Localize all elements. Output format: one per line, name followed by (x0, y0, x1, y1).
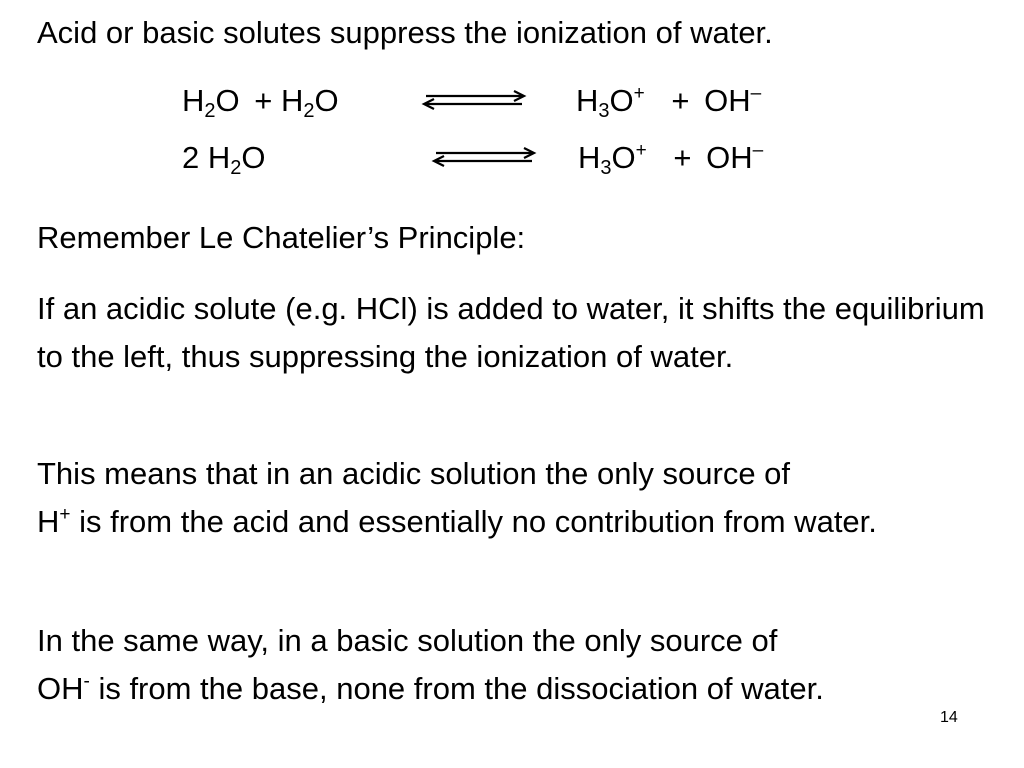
equation-2-reactants (182, 139, 266, 177)
proton-symbol: H+ (37, 504, 71, 539)
reactant-water-1: $H_2O$ (182, 83, 240, 122)
product-hydroxide: OH– (706, 140, 764, 175)
product-hydroxide: OH– (704, 83, 762, 118)
basic-solution-paragraph: In the same way, in a basic solution the only source of OH- is from the base, none from the dissociation of water. (37, 623, 824, 706)
reactant-water-2: $H_2O$ (281, 83, 339, 122)
slide-title: Acid or basic solutes suppress the ionization of water. (37, 15, 773, 50)
le-chatelier-heading: Remember Le Chatelier’s Principle: (37, 220, 526, 255)
equation-2-products (578, 139, 763, 177)
equilibrium-arrow-1 (418, 88, 530, 112)
acidic-solute-paragraph: If an acidic solute (e.g. HCl) is added to water, it shifts the equilibrium to the left, thus suppressing the ionization of water. (37, 291, 985, 374)
reactant-two-water: 2 $H_2O$ (182, 140, 266, 179)
slide-number: 14 (940, 709, 958, 726)
plus-sign: + (254, 83, 273, 118)
acidic-solution-paragraph: This means that in an acidic solution the only source of H+ is from the acid and essentially no contribution from water. (37, 456, 877, 539)
plus-sign: + (673, 140, 692, 175)
product-hydronium: $H_3O^+$ (576, 83, 645, 122)
plus-sign: + (671, 83, 690, 118)
equation-1-reactants (182, 82, 339, 120)
hydroxide-symbol: OH- (37, 671, 90, 706)
equilibrium-arrow-2 (428, 145, 540, 169)
equation-1-products (576, 82, 761, 120)
product-hydronium: $H_3O^+$ (578, 140, 647, 179)
